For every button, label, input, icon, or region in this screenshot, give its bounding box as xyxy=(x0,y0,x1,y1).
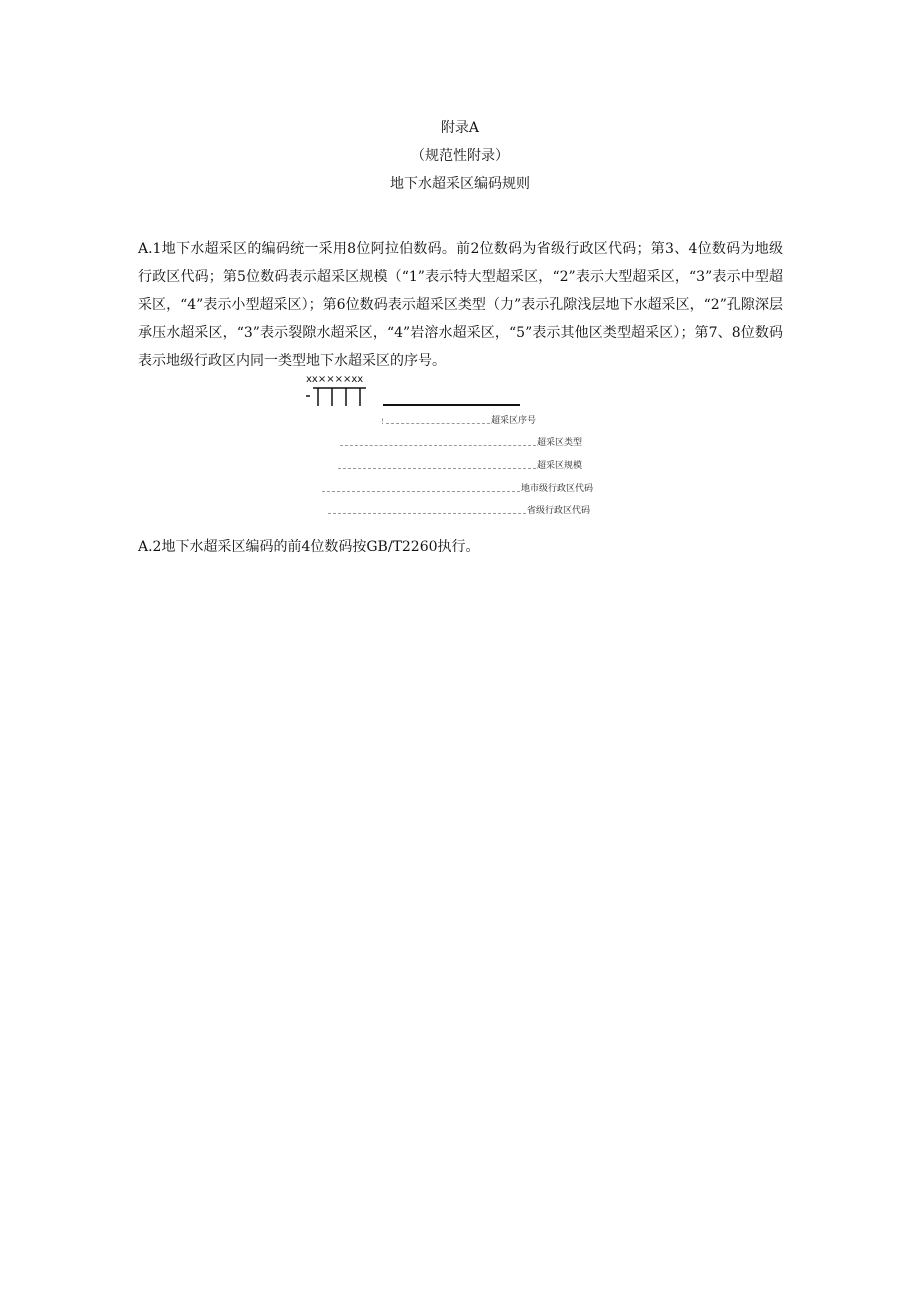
leader-serial xyxy=(386,415,536,427)
leader-line xyxy=(340,439,536,446)
code-bracket-line xyxy=(383,404,520,406)
appendix-nature: （规范性附录） xyxy=(411,148,509,164)
leader-line xyxy=(322,485,520,492)
leader-line xyxy=(328,507,526,514)
leader-line xyxy=(338,462,536,469)
leader-type xyxy=(340,437,582,449)
label-scale: 超采区规模 xyxy=(537,461,583,471)
clause-a2: A.2地下水超采区编码的前4位数码按GB/T2260执行。 xyxy=(138,539,480,555)
label-serial: 超采区序号 xyxy=(491,416,537,426)
code-digit-tees xyxy=(304,384,374,410)
clause-a1: A.1地下水超采区的编码统一采用8位阿拉伯数码。前2位数码为省级行政区代码；第3、4位数码为地级行政区代码；第5位数码表示超采区规模（“1”表示特大型超采区，“2”表示大型超采区，“3”表示中型超采区，“4”表示小型超采区）；第6位数码表示超采区类型（力”表示孔隙浅层地下水超采区，“2”孔隙深层承压水超采区，“3”表示裂隙水超采区，“4”岩溶水超采区，“5”表示其他区类型超采区）；第7、8位数码表示地级行政区内同一类型地下水超采区的序号。 xyxy=(138,241,783,369)
code-template: xx××××xx xyxy=(306,374,364,385)
leader-scale xyxy=(338,460,582,472)
leader-province xyxy=(328,505,590,517)
label-type: 超采区类型 xyxy=(537,438,583,448)
label-province: 省级行政区代码 xyxy=(527,506,591,516)
appendix-label: 附录A xyxy=(440,120,480,136)
label-city: 地市级行政区代码 xyxy=(521,484,594,494)
leader-line xyxy=(386,417,490,424)
appendix-title: 地下水超采区编码规则 xyxy=(390,176,530,192)
leader-city xyxy=(322,483,593,495)
leader-tick: ! xyxy=(381,418,384,426)
